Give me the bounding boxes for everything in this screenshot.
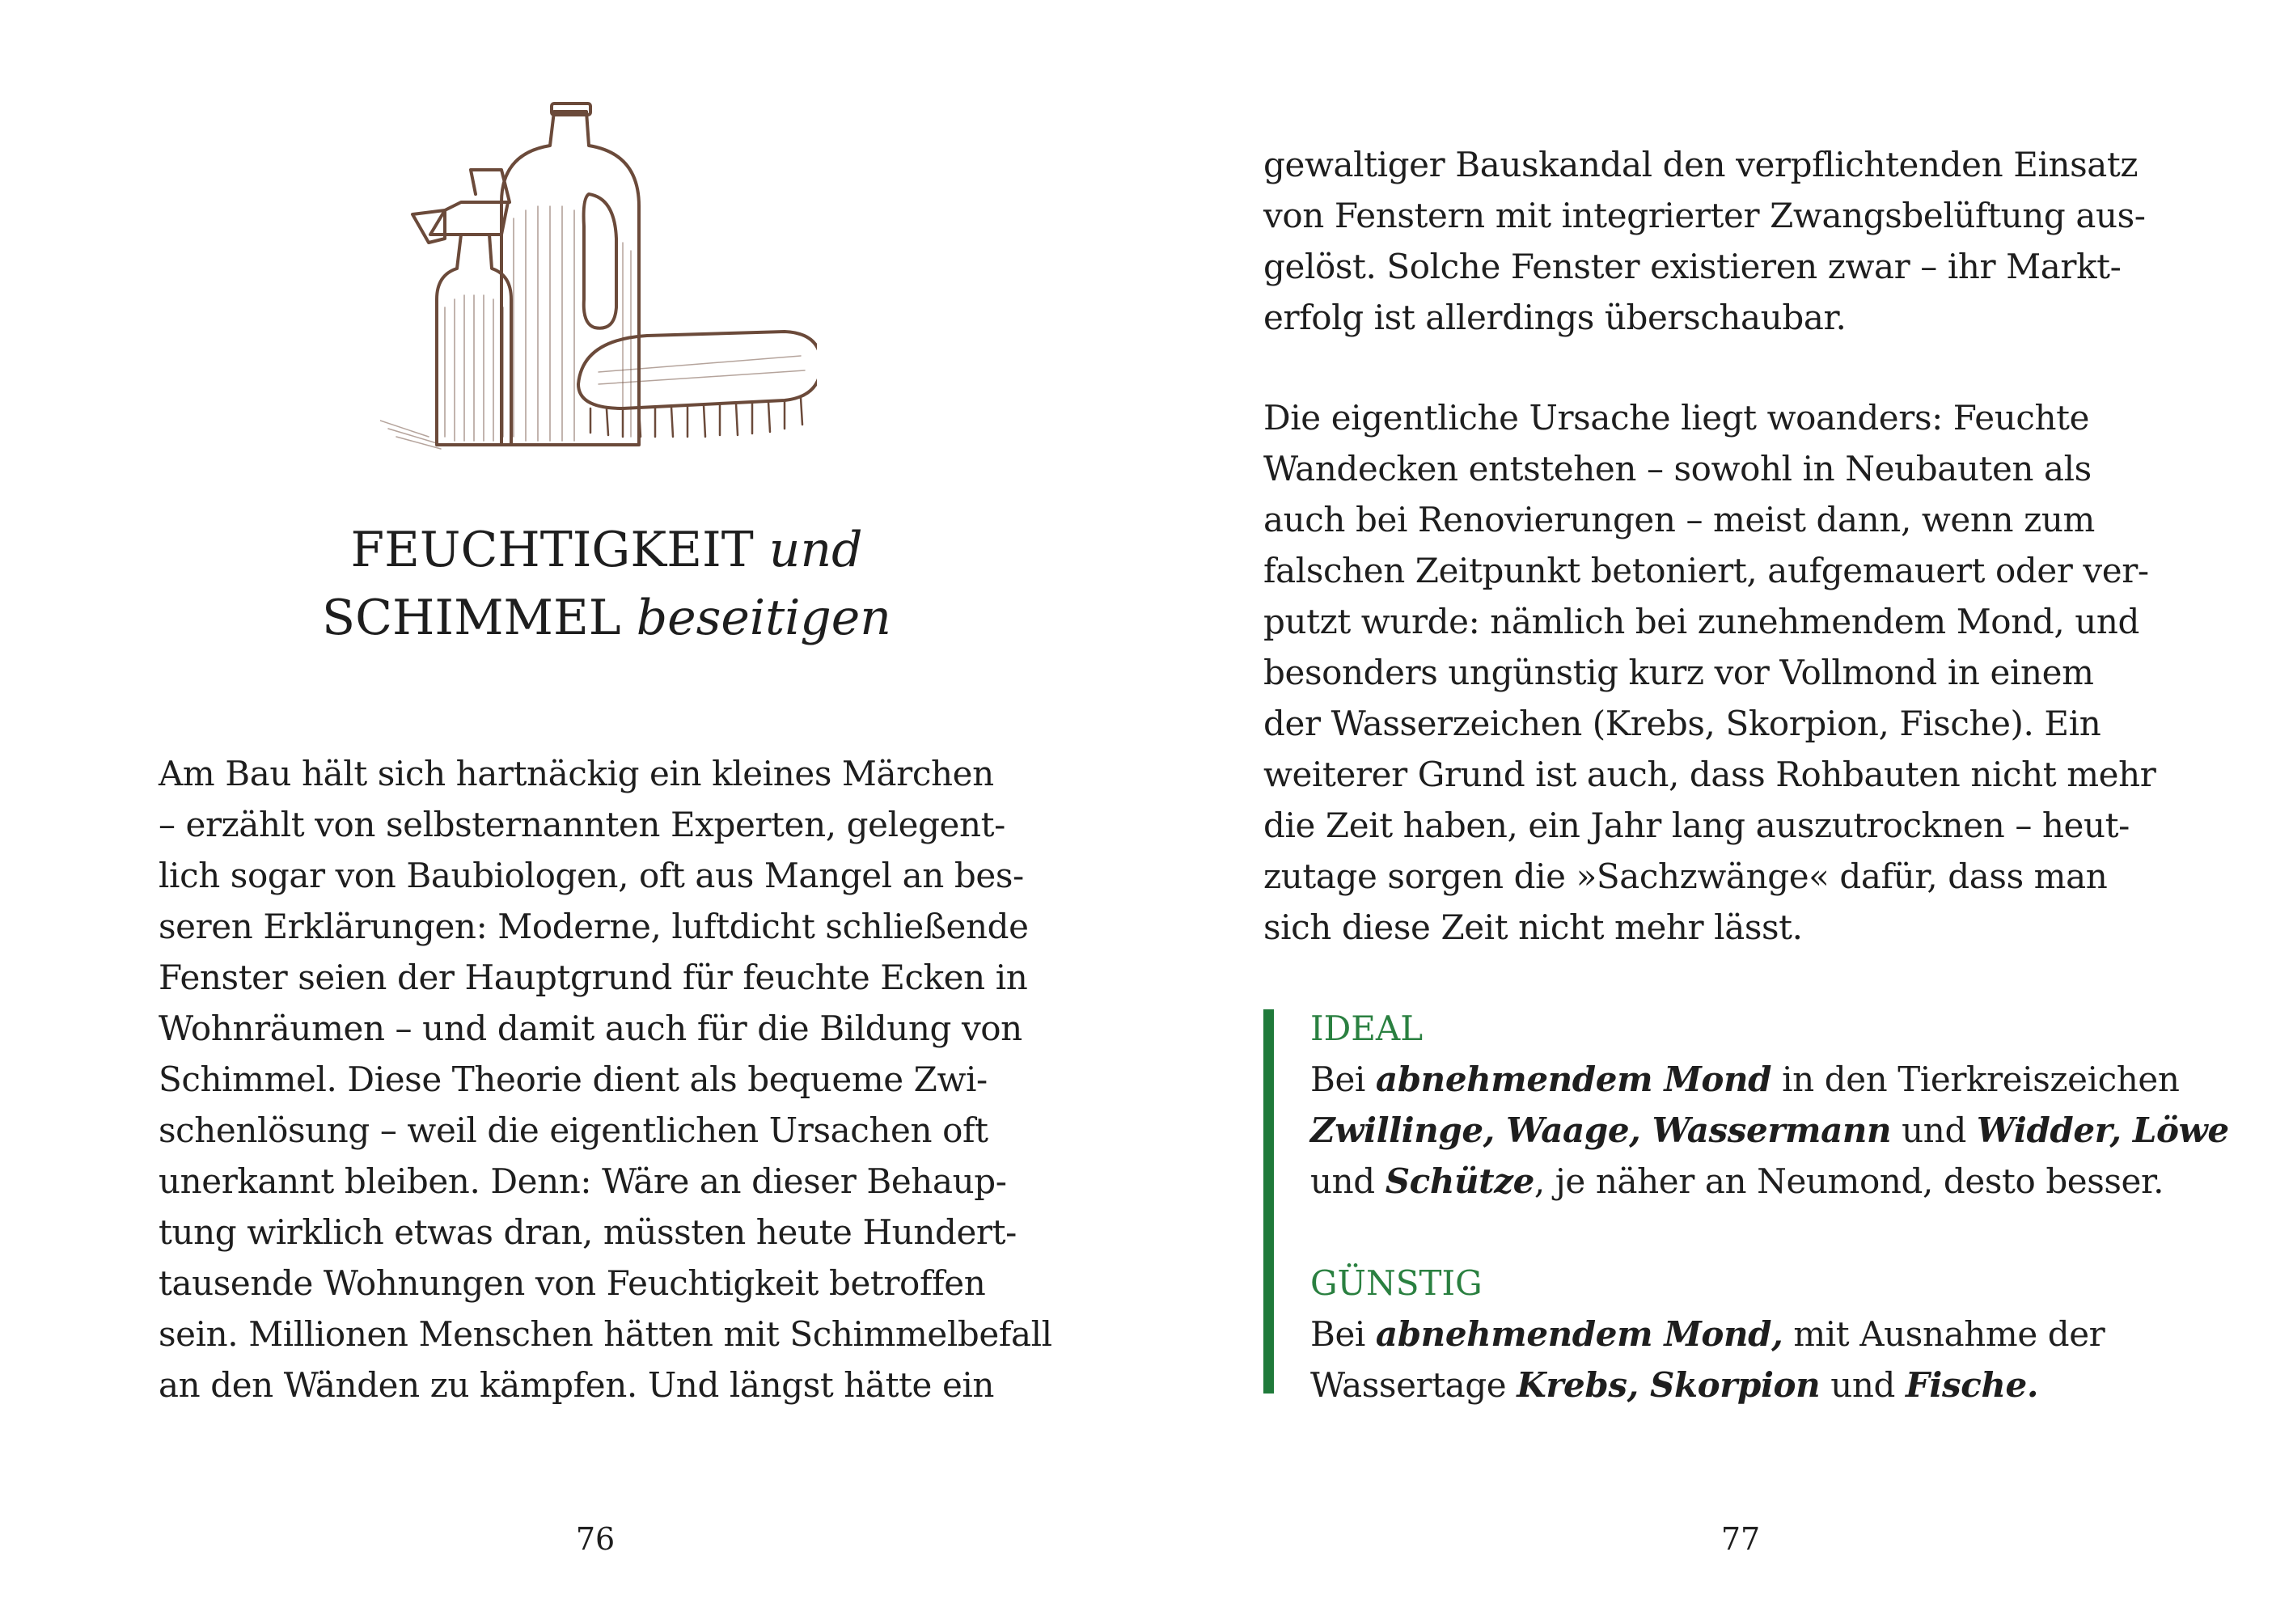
text-line: tung wirklich etwas dran, müssten heute Hundert- [159, 1212, 1017, 1252]
guenstig-label: GÜNSTIG [1310, 1263, 1483, 1303]
text-line: von Fenstern mit integrierter Zwangsbelüftung aus- [1263, 196, 2146, 235]
text-run: , je näher an Neumond, desto besser. [1534, 1161, 2164, 1201]
text-line: Wandecken entstehen – sowohl in Neubauten als [1263, 449, 2092, 488]
right-paragraph-2 [1263, 392, 2161, 953]
text-line: seren Erklärungen: Moderne, luftdicht schließende [159, 907, 1029, 946]
emphasis-run: Zwillinge, Waage, Wassermann [1310, 1110, 1892, 1150]
text-line: gelöst. Solche Fenster existieren zwar – ihr Markt- [1263, 247, 2122, 286]
text-line: der Wasserzeichen (Krebs, Skorpion, Fische). Ein [1263, 704, 2101, 743]
guenstig-line-1 [1310, 1309, 2200, 1360]
text-run: mit Ausnahme der [1783, 1314, 2105, 1354]
heading-line-1 [226, 516, 987, 584]
heading-italic-2: beseitigen [636, 590, 891, 646]
text-run: in den Tierkreiszeichen [1771, 1059, 2180, 1099]
left-body-paragraph [159, 748, 1052, 1410]
chapter-heading [226, 516, 987, 652]
guenstig-callout [1310, 1258, 2200, 1410]
emphasis-run: Krebs, Skorpion [1517, 1365, 1821, 1405]
page-number-right: 77 [1720, 1521, 1761, 1557]
heading-caps-2: SCHIMMEL [322, 590, 621, 646]
right-paragraph-1 [1263, 139, 2161, 343]
text-line: – erzählt von selbsternannten Experten, gelegent- [159, 805, 1005, 844]
text-line: unerkannt bleiben. Denn: Wäre an dieser Behaup- [159, 1161, 1007, 1201]
ideal-line-1 [1310, 1054, 2200, 1105]
text-line: gewaltiger Bauskandal den verpflichtenden Einsatz [1263, 145, 2139, 184]
text-line: Schimmel. Diese Theorie dient als bequeme Zwi- [159, 1059, 988, 1099]
text-line: lich sogar von Baubiologen, oft aus Mangel an bes- [159, 856, 1024, 895]
page-number-left: 76 [575, 1521, 616, 1557]
text-line: sich diese Zeit nicht mehr lässt. [1263, 907, 1803, 947]
text-line: putzt wurde: nämlich bei zunehmendem Mond, und [1263, 602, 2140, 641]
text-line: schenlösung – weil die eigentlichen Ursachen oft [159, 1110, 988, 1150]
text-line: Die eigentliche Ursache liegt woanders: Feuchte [1263, 398, 2090, 438]
left-page [0, 0, 1146, 1624]
text-line: auch bei Renovierungen – meist dann, wenn zum [1263, 500, 2095, 539]
text-line: an den Wänden zu kämpfen. Und längst hätte ein [159, 1365, 995, 1405]
text-line: weiterer Grund ist auch, dass Rohbauten nicht mehr [1263, 755, 2156, 794]
text-run: Wassertage [1310, 1365, 1517, 1405]
emphasis-run: abnehmendem Mond, [1375, 1314, 1783, 1354]
text-line: tausende Wohnungen von Feuchtigkeit betroffen [159, 1263, 986, 1303]
heading-line-2 [226, 584, 987, 652]
text-run: Bei [1310, 1059, 1376, 1099]
text-line: sein. Millionen Menschen hätten mit Schimmelbefall [159, 1314, 1052, 1354]
text-line: die Zeit haben, ein Jahr lang auszutrocknen – heut- [1263, 806, 2130, 845]
text-line: Fenster seien der Hauptgrund für feuchte Ecken in [159, 958, 1028, 997]
emphasis-run: Widder, Löwe [1976, 1110, 2229, 1150]
text-line: Am Bau hält sich hartnäckig ein kleines Märchen [159, 754, 994, 793]
guenstig-line-2 [1310, 1360, 2200, 1410]
emphasis-run: abnehmendem Mond [1375, 1059, 1772, 1099]
text-run: und [1820, 1365, 1906, 1405]
heading-caps-1: FEUCHTIGKEIT [350, 522, 754, 578]
text-run: und [1310, 1161, 1386, 1201]
text-line: zutage sorgen die »Sachzwänge« dafür, dass man [1263, 856, 2108, 896]
ideal-label: IDEAL [1310, 1009, 1424, 1048]
emphasis-run: Fische. [1905, 1365, 2039, 1405]
cleaning-supplies-illustration-icon [380, 97, 817, 453]
right-page [1146, 0, 2292, 1624]
text-line: falschen Zeitpunkt betoniert, aufgemauert oder ver- [1263, 551, 2149, 590]
text-line: Wohnräumen – und damit auch für die Bildung von [159, 1009, 1022, 1048]
ideal-line-2 [1310, 1105, 2229, 1156]
text-line: besonders ungünstig kurz vor Vollmond in einem [1263, 653, 2094, 692]
text-line: erfolg ist allerdings überschaubar. [1263, 298, 1847, 337]
ideal-text [1310, 1054, 2229, 1207]
callout-accent-bar [1263, 1009, 1274, 1394]
text-run: und [1891, 1110, 1977, 1150]
text-run: Bei [1310, 1314, 1376, 1354]
guenstig-text [1310, 1309, 2200, 1410]
ideal-callout [1310, 1003, 2229, 1207]
emphasis-run: Schütze [1385, 1161, 1534, 1201]
heading-italic-1: und [768, 522, 863, 578]
ideal-line-3 [1310, 1156, 2200, 1207]
